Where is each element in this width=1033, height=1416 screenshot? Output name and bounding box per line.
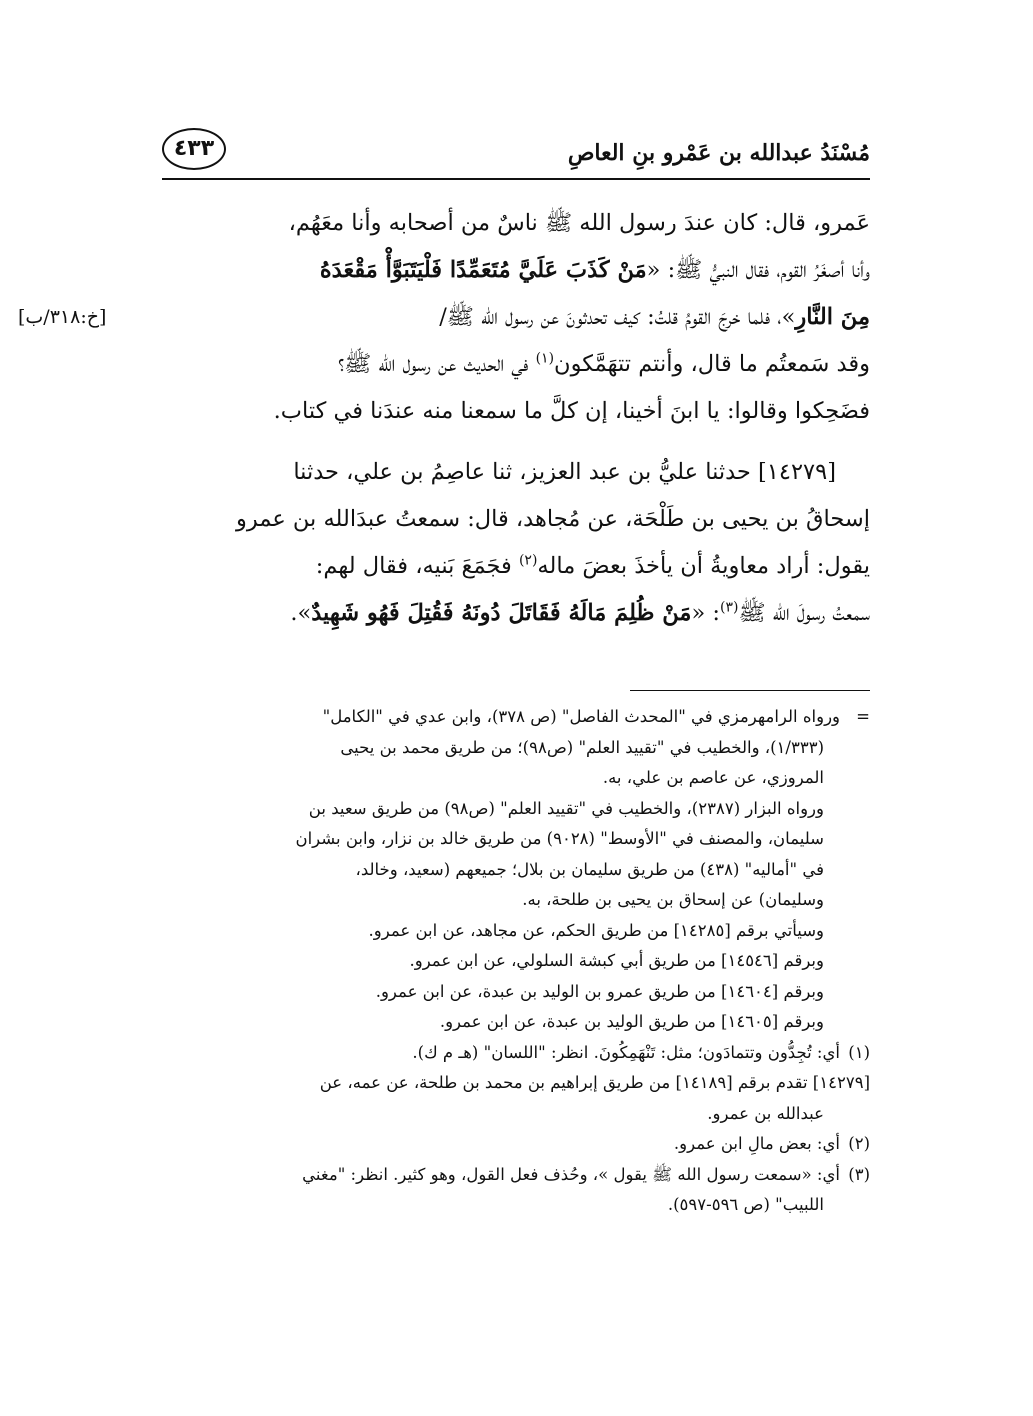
footnote-number: (٣)	[848, 1164, 870, 1184]
footnote-1	[162, 1038, 870, 1069]
body-line	[162, 200, 870, 247]
paragraph-2	[162, 449, 870, 637]
footnote-line	[162, 946, 870, 977]
body-line	[162, 449, 870, 496]
body-text-segment: سمعتُ رسولَ الله ﷺ	[738, 600, 870, 626]
footnote-text: وبرقم [١٤٦٠٤] من طريق عمرو بن الوليد بن عبدة، عن ابن عمرو.	[375, 981, 824, 1001]
body-line	[162, 590, 870, 637]
footnote-line	[162, 763, 870, 794]
margin-note: [خ:٣١٨/ب]	[18, 306, 107, 328]
footnote-line	[162, 1099, 870, 1130]
footnote-text: عبدالله بن عمرو.	[707, 1103, 824, 1123]
footnote-text: ورواه البزار (٢٣٨٧)، والخطيب في "تقييد العلم" (ص٩٨) من طريق سعيد بن	[308, 798, 824, 818]
running-head: مُسْنَدُ عبدالله بن عَمْرو بنِ العاصِ	[567, 140, 870, 166]
footnote-text: أي: تُجِدُّون وتتمادَون؛ مثل: تَنْهَمِكُونَ. انظر: "اللسان" (هـ م ك).	[412, 1042, 840, 1062]
body-text-segment: : «	[691, 600, 720, 626]
footnote-line	[162, 702, 870, 733]
page-number: ٤٣٣	[162, 128, 226, 170]
footnote-text: [١٤٢٧٩] تقدم برقم [١٤١٨٩] من طريق إبراهيم بن محمد بن طلحة، عن عمه، عن	[319, 1073, 870, 1092]
footnote-line	[162, 977, 870, 1008]
footnote-line	[162, 1190, 870, 1221]
footnote-text: وسيأتي برقم [١٤٢٨٥] من طريق الحكم، عن مجاهد، عن ابن عمرو.	[368, 920, 824, 940]
page-header	[162, 118, 870, 178]
footnote-text: سليمان، والمصنف في "الأوسط" (٩٠٢٨) من طريق خالد بن نزار، وابن بشران	[295, 829, 824, 848]
footnote-text: وبرقم [١٤٦٠٥] من طريق الوليد بن عبدة، عن ابن عمرو.	[439, 1012, 824, 1031]
footnote-2	[162, 1129, 870, 1160]
footnote-text: وسليمان) عن إسحاق بن يحيى بن طلحة، به.	[522, 890, 824, 909]
footnote-rule	[630, 690, 870, 691]
footnote-text: أي: «سمعت رسول الله ﷺ يقول »، وحُذف فعل القول، وهو كثير. انظر: "مغني	[302, 1164, 840, 1184]
body-text-segment: يقول: أراد معاويةُ أن يأخذَ بعضَ ماله	[537, 553, 870, 579]
footnote-number: (٢)	[848, 1134, 870, 1153]
header-rule	[162, 178, 870, 180]
footnote-text: أي: بعض مالِ ابن عمرو.	[673, 1134, 840, 1153]
paragraph-1	[162, 200, 870, 435]
footnote-section-ref	[162, 1068, 870, 1099]
body-text-segment: [١٤٢٧٩] حدثنا عليُّ بن عبد العزيز، ثنا عاصِمُ بن علي، حدثنا	[293, 459, 836, 485]
hadith-quote: مِنَ النَّارِ	[795, 304, 870, 330]
continuation-mark: =	[856, 707, 870, 726]
body-text-segment: عَمرو، قال: كان عندَ رسول الله ﷺ ناسٌ من أصحابه وأنا معَهُم،	[288, 210, 870, 236]
body-line	[162, 496, 870, 543]
body-text-segment: فضَحِكوا وقالوا: يا ابنَ أخينا، إن كلَّ ما سمعنا منه عندَنا في كتاب.	[273, 398, 870, 424]
footnote-ref[interactable]: (٢)	[518, 552, 538, 569]
footnote-text: اللبيب" (ص ٥٩٦-٥٩٧).	[667, 1195, 824, 1214]
body-line	[162, 247, 870, 294]
body-text-segment: في الحديث عن رسول الله ﷺ؟	[337, 351, 536, 377]
body-text-segment: إسحاقُ بن يحيى بن طَلْحَة، عن مُجاهد، قال: سمعتُ عبدَالله بن عمرو	[236, 506, 870, 532]
hadith-quote: مَنْ ظُلِمَ مَالَهُ فَقَاتَلَ دُونَهُ فَقُتِلَ فَهُو شَهِيدٌ	[311, 600, 692, 626]
footnote-text: وبرقم [١٤٥٤٦] من طريق أبي كبشة السلولي، عن ابن عمرو.	[409, 951, 824, 970]
footnote-text: (١/٣٣٣)، والخطيب في "تقييد العلم" (ص٩٨)؛ من طريق محمد بن يحيى	[340, 737, 824, 757]
footnote-number: (١)	[848, 1042, 870, 1062]
body-text-segment: »، فلما خرجَ القومُ قلتُ: كيف تحدثونَ عن رسول الله ﷺ/	[439, 304, 796, 330]
footnote-line	[162, 733, 870, 764]
body-line	[162, 341, 870, 388]
body-line	[162, 294, 870, 341]
body-line	[162, 388, 870, 435]
footnote-ref[interactable]: (١)	[535, 350, 555, 367]
body-text-segment: وقد سَمعتُم ما قال، وأنتم تتهَمَّكون	[554, 351, 870, 377]
footnote-line	[162, 1007, 870, 1038]
footnote-3	[162, 1160, 870, 1191]
footnote-line	[162, 794, 870, 825]
footnote-line	[162, 855, 870, 886]
footnote-text: المروزي، عن عاصم بن علي، به.	[602, 768, 824, 787]
body-line	[162, 543, 870, 590]
hadith-quote: مَنْ كَذَبَ عَلَيَّ مُتَعَمِّدًا فَلْيَتَبَوَّأْ مَقْعَدَهُ	[319, 257, 647, 283]
main-text	[162, 200, 870, 637]
body-text-segment: وأنا أصغَرُ القوم، فقال النبيُّ ﷺ: «	[646, 257, 870, 283]
footnote-line	[162, 916, 870, 947]
footnote-line	[162, 885, 870, 916]
footnote-line	[162, 824, 870, 855]
footnotes	[162, 702, 870, 1221]
footnote-text: في "أماليه" (٤٣٨) من طريق سليمان بن بلال؛ جميعهم (سعيد، وخالد،	[355, 859, 824, 879]
footnote-ref[interactable]: (٣)	[719, 599, 739, 616]
body-text-segment: ».	[290, 600, 312, 626]
footnote-text: ورواه الرامهرمزي في "المحدث الفاصل" (ص ٣٧٨)، وابن عدي في "الكامل"	[322, 707, 840, 726]
body-text-segment: فجَمَعَ بَنيه، فقال لهم:	[315, 553, 519, 579]
paragraph-gap	[162, 435, 870, 449]
